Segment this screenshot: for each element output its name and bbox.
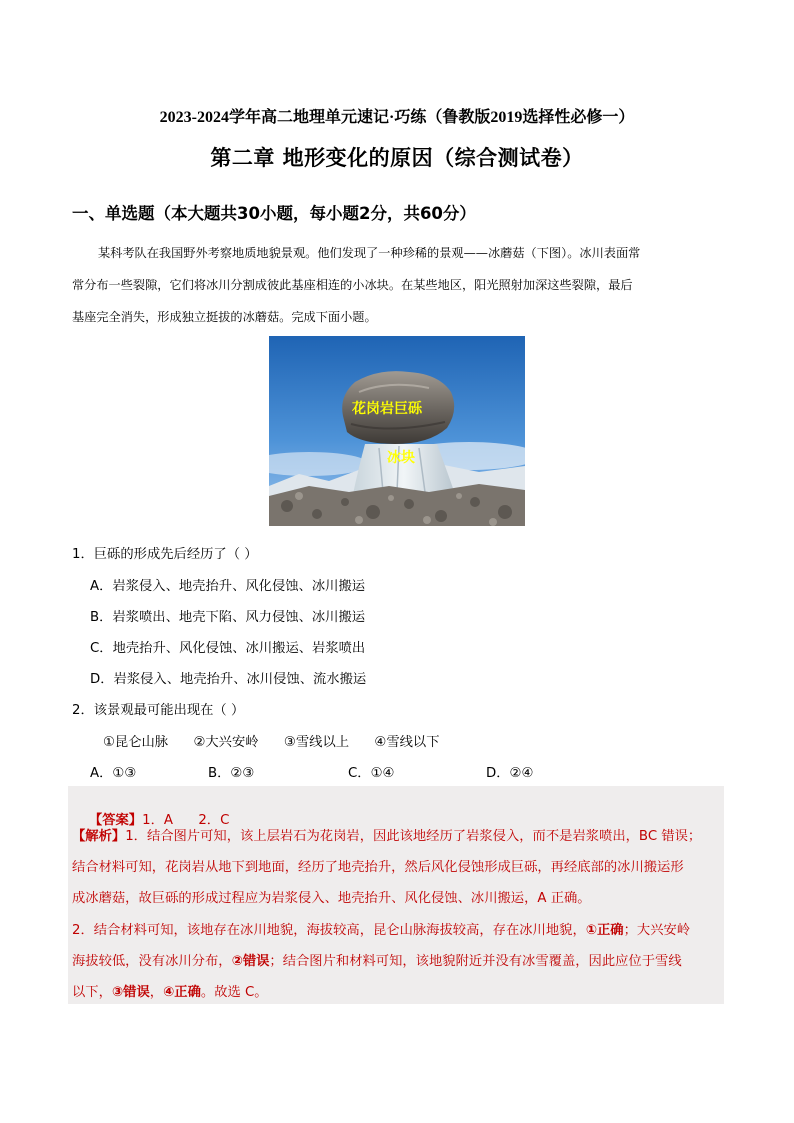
question-2-stem: 2．该景观最可能出现在（ ） — [72, 703, 245, 718]
question-2-option-a: A．①③ — [90, 766, 137, 781]
analysis-q2-keyword: ③错误 — [111, 985, 150, 1000]
answer-label: 【答案】 — [88, 813, 143, 828]
question-2-option-c: C．①④ — [348, 766, 395, 781]
question-1-option-a: A．岩浆侵入、地壳抬升、风化侵蚀、冰川搬运 — [90, 579, 366, 594]
question-1-option-d: D．岩浆侵入、地壳抬升、冰川侵蚀、流水搬运 — [90, 672, 367, 687]
ice-mushroom-photo — [269, 336, 525, 526]
answer-text: 1．A 2．C — [142, 813, 230, 828]
series-header: 2023-2024学年高二地理单元速记·巧练（鲁教版2019选择性必修一） — [159, 109, 635, 126]
analysis-q2-text: ；结合图片和材料可知，该地貌附近并没有冰雪覆盖，因此应位于雪线 — [269, 954, 682, 969]
analysis-q2-text: ， — [149, 985, 164, 1000]
analysis-q2-line-1 — [72, 919, 690, 938]
question-1-stem: 1．巨砾的形成先后经历了（ ） — [72, 547, 258, 562]
analysis-label: 【解析】 — [72, 829, 126, 844]
question-1-option-c: C．地壳抬升、风化侵蚀、冰川搬运、岩浆喷出 — [90, 641, 366, 656]
analysis-q2-text: ；大兴安岭 — [623, 923, 691, 938]
analysis-q2-text: 海拔较低，没有冰川分布， — [72, 954, 232, 969]
analysis-q2-text: 2．结合材料可知，该地存在冰川地貌，海拔较高，昆仑山脉海拔较高，存在冰川地貌， — [72, 923, 586, 938]
section-heading: 一、单选题（本大题共30小题，每小题2分，共60分） — [72, 204, 476, 223]
analysis-q2-line-3 — [72, 981, 268, 1000]
ice-mushroom-illustration — [269, 336, 525, 526]
analysis-q2-keyword: ①正确 — [585, 923, 624, 938]
passage-line: 常分布一些裂隙，它们将冰川分割成彼此基座相连的小冰块。在某些地区，阳光照射加深这些裂隙，最后 — [72, 278, 633, 292]
ice-block-label: 冰块 — [387, 450, 415, 466]
passage-line: 某科考队在我国野外考察地质地貌景观。他们发现了一种珍稀的景观——冰蘑菇（下图）。冰川表面常 — [98, 246, 641, 260]
granite-boulder-label: 花岗岩巨砾 — [352, 401, 422, 417]
analysis-text: 1．结合图片可知，该上层岩石为花岗岩，因此该地经历了岩浆侵入，而不是岩浆喷出，BC 错误； — [125, 829, 702, 844]
question-1-option-b: B．岩浆喷出、地壳下陷、风力侵蚀、冰川搬运 — [90, 610, 366, 625]
page-title: 第二章 地形变化的原因（综合测试卷） — [210, 146, 584, 170]
analysis-q1-line-1 — [72, 825, 701, 844]
analysis-q1-line-3: 成冰蘑菇，故巨砾的形成过程应为岩浆侵入、地壳抬升、风化侵蚀、冰川搬运，A 正确。 — [72, 891, 591, 906]
analysis-q2-text: 。故选 C。 — [200, 985, 268, 1000]
analysis-q2-keyword: ④正确 — [163, 985, 201, 1000]
question-2-option-d: D．②④ — [486, 766, 534, 781]
question-2-option-b: B．②③ — [208, 766, 255, 781]
analysis-q1-line-2: 结合材料可知，花岗岩从地下到地面，经历了地壳抬升，然后风化侵蚀形成巨砾，再经底部的冰川搬运形 — [72, 860, 684, 875]
analysis-q2-text: 以下， — [72, 985, 112, 1000]
reading-passage — [72, 237, 724, 333]
analysis-q2-keyword: ②错误 — [231, 954, 270, 969]
analysis-q2-line-2 — [72, 950, 682, 969]
passage-line: 基座完全消失，形成独立挺拔的冰蘑菇。完成下面小题。 — [72, 310, 377, 324]
question-2-choices: ①昆仑山脉 ②大兴安岭 ③雪线以上 ④雪线以下 — [103, 735, 440, 750]
